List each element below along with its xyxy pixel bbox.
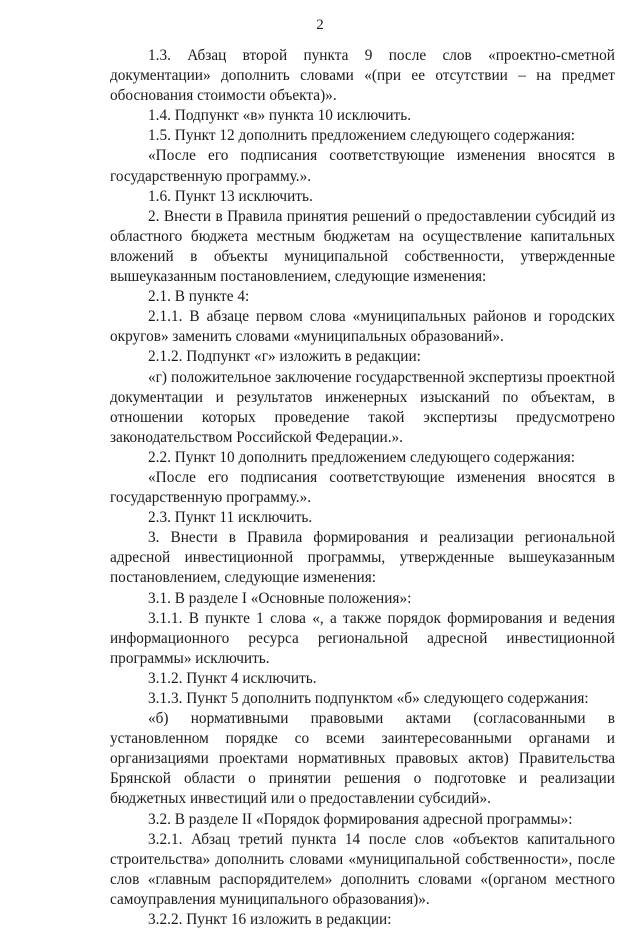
paragraph-3: 3. Внести в Правила формирования и реализации региональной адресной инвестиционной программы, утвержденные вышеуказанным постановлением, следующие изменения: bbox=[110, 529, 615, 587]
paragraph-subpoint-g: «г) положительное заключение государственной экспертизы проектной документации и результатов инженерных изысканий по объектам, в отношении которых проведение такой экспертизы предусмотрено законодательством Российской Федерации.». bbox=[110, 368, 615, 446]
paragraph-3-2-2: 3.2.2. Пункт 16 изложить в редакции: bbox=[148, 911, 392, 929]
paragraph-3-1-3: 3.1.3. Пункт 5 дополнить подпунктом «б» следующего содержания: bbox=[148, 690, 589, 707]
paragraph-2-1-2: 2.1.2. Подпункт «г» изложить в редакции: bbox=[148, 348, 421, 366]
paragraph-3-2: 3.2. В разделе II «Порядок формирования адресной программы»: bbox=[148, 810, 573, 828]
document-body bbox=[110, 46, 615, 930]
paragraph-1-4: 1.4. Подпункт «в» пункта 10 исключить. bbox=[148, 107, 412, 125]
paragraph-quote-1: «После его подписания соответствующие изменения вносятся в государственную программу.». bbox=[110, 147, 615, 185]
paragraph-3-1-2: 3.1.2. Пункт 4 исключить. bbox=[148, 669, 317, 687]
paragraph-2-1: 2.1. В пункте 4: bbox=[148, 288, 250, 306]
paragraph-3-1-1: 3.1.1. В пункте 1 слова «, а также порядок формирования и ведения информационного ресурса региональной адресной инвестиционной программы» исключить. bbox=[110, 609, 615, 667]
paragraph-1-6: 1.6. Пункт 13 исключить. bbox=[148, 187, 313, 205]
paragraph-2-1-1: 2.1.1. В абзаце первом слова «муниципальных районов и городских округов» заменить словами «муниципальных образований». bbox=[110, 308, 615, 346]
paragraph-quote-2: «После его подписания соответствующие изменения вносятся в государственную программу.». bbox=[110, 468, 615, 507]
paragraph-3-1: 3.1. В разделе I «Основные положения»: bbox=[148, 589, 412, 607]
paragraph-2-2: 2.2. Пункт 10 дополнить предложением следующего содержания: bbox=[148, 448, 576, 466]
paragraph-1-3: 1.3. Абзац второй пункта 9 после слов «проектно-сметной документации» дополнить словами «(при ее отсутствии – на предмет обоснования стоимости объекта)». bbox=[110, 47, 615, 105]
paragraph-subpoint-b: «б) нормативными правовыми актами (согласованными в установленном порядке со всеми заинтересованными органами и организациями проектами нормативных правовых актов) Правительства Брянской области о принятии решения о подготовке и реализации бюджетных инвестиций или о предоставлении субсидий». bbox=[110, 710, 615, 808]
paragraph-2: 2. Внести в Правила принятия решений о предоставлении субсидий из областного бюджета местным бюджетам на осуществление капитальных вложений в объекты муниципальной собственности, утвержденные вышеуказанным постановлением, следующие изменения: bbox=[110, 207, 615, 286]
paragraph-1-5: 1.5. Пункт 12 дополнить предложением следующего содержания: bbox=[148, 127, 576, 145]
paragraph-3-2-1: 3.2.1. Абзац третий пункта 14 после слов «объектов капитального строительства» дополнить словами «муниципальной собственности», после слов «главным распорядителем» дополнить словами «(органом местного самоуправления муниципального образования)». bbox=[110, 830, 615, 908]
paragraph-2-3: 2.3. Пункт 11 исключить. bbox=[148, 509, 313, 527]
page-number: 2 bbox=[316, 17, 324, 33]
